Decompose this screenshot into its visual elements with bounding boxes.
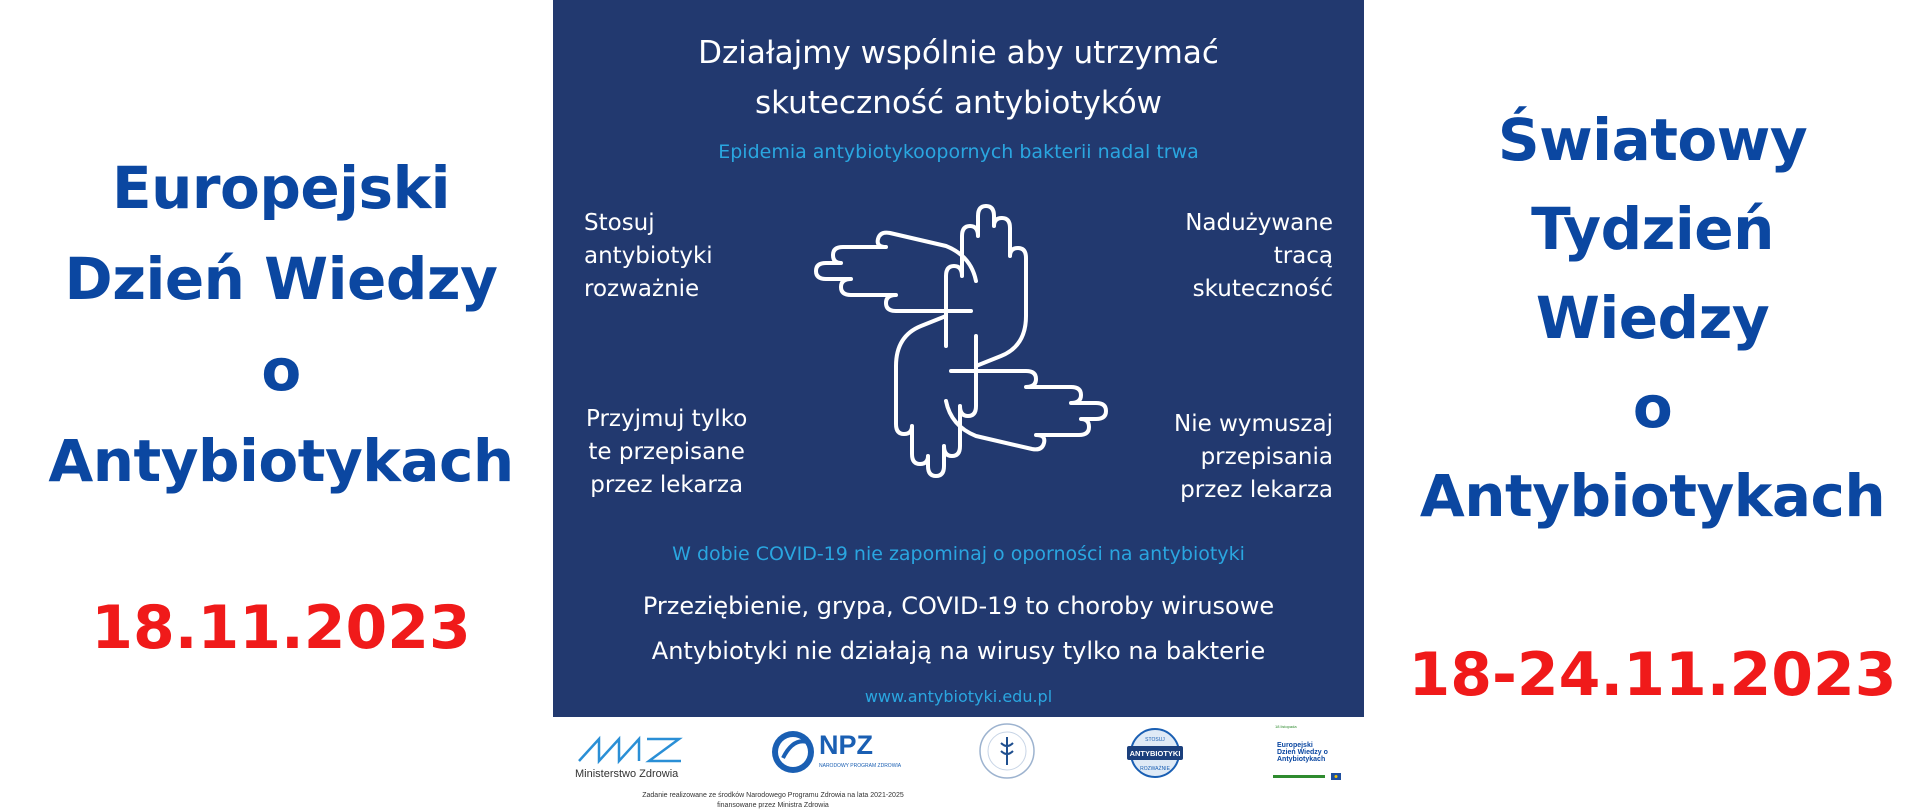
fact-line-1: Przeziębienie, grypa, COVID-19 to choroby wirusowe xyxy=(642,592,1275,620)
headline-line: skuteczność antybiotyków xyxy=(754,85,1163,121)
fact-line-2: Antybiotyki nie działają na wirusy tylko na bakterie xyxy=(651,637,1266,665)
four-hands-circle-icon xyxy=(796,196,1126,486)
poster-subhead: Epidemia antybiotykoopornych bakterii nadal trwa xyxy=(718,141,1199,163)
funding-note xyxy=(553,791,993,810)
left-title-line: Antybiotykach xyxy=(48,427,514,495)
website-link[interactable]: www.antybiotyki.edu.pl xyxy=(864,687,1053,706)
eu-title-line: Antybiotykach xyxy=(1277,756,1326,763)
tip-top-right xyxy=(1185,207,1333,306)
tip-line: Stosuj xyxy=(584,210,655,236)
tip-line: rozważnie xyxy=(584,276,700,302)
ministerstwo-zdrowia-label: Ministerstwo Zdrowia xyxy=(575,768,679,780)
left-title xyxy=(0,143,562,507)
poster-headline xyxy=(553,28,1364,128)
tip-line: tracą xyxy=(1273,243,1333,269)
stosuj-antybiotyki-badge xyxy=(1123,725,1187,781)
tip-line: Nadużywane xyxy=(1185,210,1333,236)
eu-title-line: Europejski xyxy=(1277,742,1313,749)
left-title-line: o xyxy=(261,336,301,404)
funding-line: finansowane przez Ministra Zdrowia xyxy=(717,802,829,809)
tip-bottom-right xyxy=(1174,408,1333,507)
tip-line: Nie wymuszaj xyxy=(1173,411,1333,437)
tip-line: skuteczność xyxy=(1192,276,1333,302)
left-title-line: Europejski xyxy=(111,154,451,222)
eu-date-label: 18 listopada xyxy=(1275,724,1297,729)
covid-note: W dobie COVID-19 nie zapominaj o oporności na antybiotyki xyxy=(672,543,1245,565)
left-date: 18.11.2023 xyxy=(91,593,471,663)
right-date: 18-24.11.2023 xyxy=(1408,640,1897,710)
tip-line: te przepisane xyxy=(588,439,745,465)
right-title-line: Wiedzy xyxy=(1535,284,1770,352)
badge-text: ANTYBIOTYKI xyxy=(1129,749,1181,758)
right-title xyxy=(1385,96,1920,541)
eu-title xyxy=(1277,742,1328,763)
badge-top-text: STOSUJ xyxy=(1145,737,1165,743)
poster xyxy=(553,0,1364,717)
npz-subtitle: NARODOWY PROGRAM ZDROWIA xyxy=(819,763,902,769)
right-title-line: Tydzień xyxy=(1531,195,1774,263)
npz-text: NPZ xyxy=(819,730,873,760)
tip-top-left xyxy=(584,207,713,306)
right-title-line: Światowy xyxy=(1497,106,1808,174)
logos-strip xyxy=(553,717,1364,810)
tip-line: przepisania xyxy=(1200,444,1333,470)
tip-line: przez lekarza xyxy=(1180,477,1333,503)
tip-line: antybiotyki xyxy=(584,243,713,269)
right-title-line: o xyxy=(1632,373,1673,441)
left-title-line: Dzień Wiedzy xyxy=(64,245,498,313)
tip-bottom-left xyxy=(586,403,747,502)
right-title-line: Antybiotykach xyxy=(1419,462,1886,530)
tip-line: przez lekarza xyxy=(590,472,744,498)
institute-emblem-icon xyxy=(977,721,1037,781)
funding-line: Zadanie realizowane ze środków Narodowego Programu Zdrowia na lata 2021-2025 xyxy=(642,792,904,799)
badge-bottom-text: ROZWAŻNIE xyxy=(1140,766,1170,772)
eu-title-line: Dzień Wiedzy o xyxy=(1277,749,1328,756)
headline-line: Działajmy wspólnie aby utrzymać xyxy=(698,35,1219,71)
tip-line: Przyjmuj tylko xyxy=(586,406,748,432)
